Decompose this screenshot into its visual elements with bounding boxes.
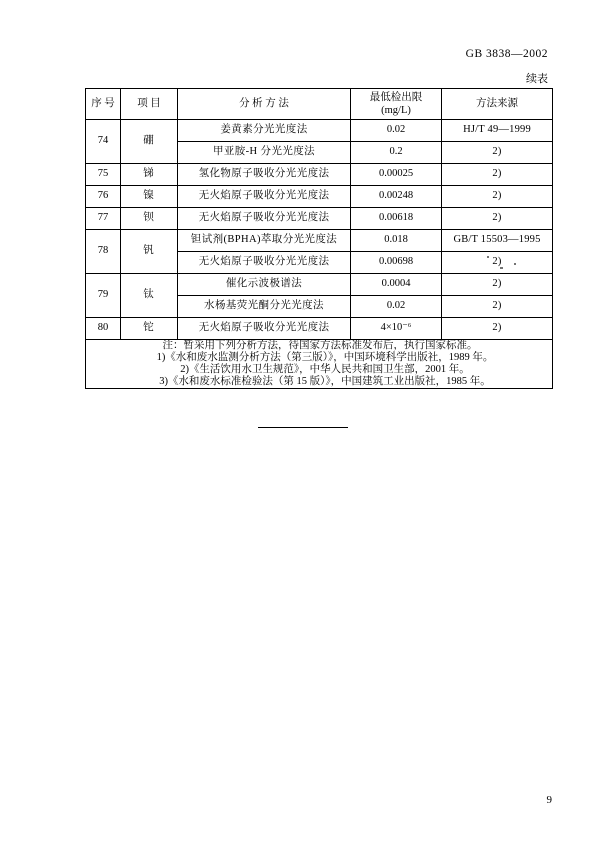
row-source: 2) [442, 164, 553, 186]
row-no: 75 [86, 164, 121, 186]
row-source: 2) [442, 296, 553, 318]
note-line: 注：暂采用下列分析方法，待国家方法标准发布后，执行国家标准。 [162, 340, 478, 351]
row-no: 80 [86, 318, 121, 340]
row-limit: 0.2 [351, 142, 442, 164]
row-limit: 4×10⁻⁶ [351, 318, 442, 340]
row-source: 2) [442, 274, 553, 296]
row-item: 硼 [121, 120, 178, 164]
row-method: 催化示波极谱法 [178, 274, 351, 296]
page-number: 9 [546, 794, 552, 806]
table-notes [86, 340, 553, 389]
row-method: 姜黄素分光光度法 [178, 120, 351, 142]
scan-speck [487, 256, 489, 258]
scan-speck [500, 267, 503, 269]
row-source: 2) [442, 186, 553, 208]
row-no: 78 [86, 230, 121, 274]
row-method: 氢化物原子吸收分光光度法 [178, 164, 351, 186]
row-item: 钒 [121, 230, 178, 274]
row-no: 74 [86, 120, 121, 164]
row-no: 77 [86, 208, 121, 230]
table-notes-row [86, 340, 553, 389]
row-limit: 0.00248 [351, 186, 442, 208]
table-row [86, 164, 553, 186]
column-header-limit-line1: 最低检出限 [369, 91, 423, 103]
note-line: 2)《生活饮用水卫生规范》，中华人民共和国卫生部，2001 年。 [180, 364, 470, 376]
note-line: 1)《水和废水监测分析方法（第三版）》，中国环境科学出版社，1989 年。 [156, 352, 494, 364]
continued-table-label: 续表 [526, 73, 548, 85]
row-method: 水杨基荧光酮分光光度法 [178, 296, 351, 318]
row-limit: 0.00618 [351, 208, 442, 230]
row-method: 无火焰原子吸收分光光度法 [178, 186, 351, 208]
row-source: GB/T 15503—1995 [442, 230, 553, 252]
row-method: 无火焰原子吸收分光光度法 [178, 208, 351, 230]
row-item: 钡 [121, 208, 178, 230]
column-header-limit-line2: (mg/L) [381, 105, 411, 116]
analysis-methods-table [85, 88, 553, 389]
page-divider-rule [258, 427, 348, 428]
row-item: 镍 [121, 186, 178, 208]
table-header-row [86, 89, 553, 120]
column-header-limit [351, 89, 442, 120]
column-header-source: 方法来源 [442, 89, 553, 120]
table-row [86, 274, 553, 296]
note-line: 3)《水和废水标准检验法（第 15 版）》，中国建筑工业出版社，1985 年。 [159, 376, 491, 388]
row-limit: 0.018 [351, 230, 442, 252]
column-header-no: 序 号 [86, 89, 121, 120]
row-source: 2) [442, 318, 553, 340]
scan-speck [514, 263, 516, 265]
row-no: 79 [86, 274, 121, 318]
row-source: 2) [442, 142, 553, 164]
row-source: 2) [442, 252, 553, 274]
column-header-item: 项 目 [121, 89, 178, 120]
table-row [86, 230, 553, 252]
row-method: 无火焰原子吸收分光光度法 [178, 318, 351, 340]
row-item: 锑 [121, 164, 178, 186]
row-source: 2) [442, 208, 553, 230]
row-method: 钽试剂(BPHA)萃取分光光度法 [178, 230, 351, 252]
table-row [86, 120, 553, 142]
row-limit: 0.0004 [351, 274, 442, 296]
row-limit: 0.02 [351, 120, 442, 142]
row-item: 铊 [121, 318, 178, 340]
standard-number: GB 3838—2002 [465, 48, 548, 60]
row-source: HJ/T 49—1999 [442, 120, 553, 142]
table-row [86, 186, 553, 208]
row-method: 甲亚胺-H 分光光度法 [178, 142, 351, 164]
row-method: 无火焰原子吸收分光光度法 [178, 252, 351, 274]
row-item: 钛 [121, 274, 178, 318]
row-limit: 0.02 [351, 296, 442, 318]
table-row [86, 208, 553, 230]
column-header-method: 分 析 方 法 [178, 89, 351, 120]
row-limit: 0.00025 [351, 164, 442, 186]
row-no: 76 [86, 186, 121, 208]
row-limit: 0.00698 [351, 252, 442, 274]
table-row [86, 318, 553, 340]
